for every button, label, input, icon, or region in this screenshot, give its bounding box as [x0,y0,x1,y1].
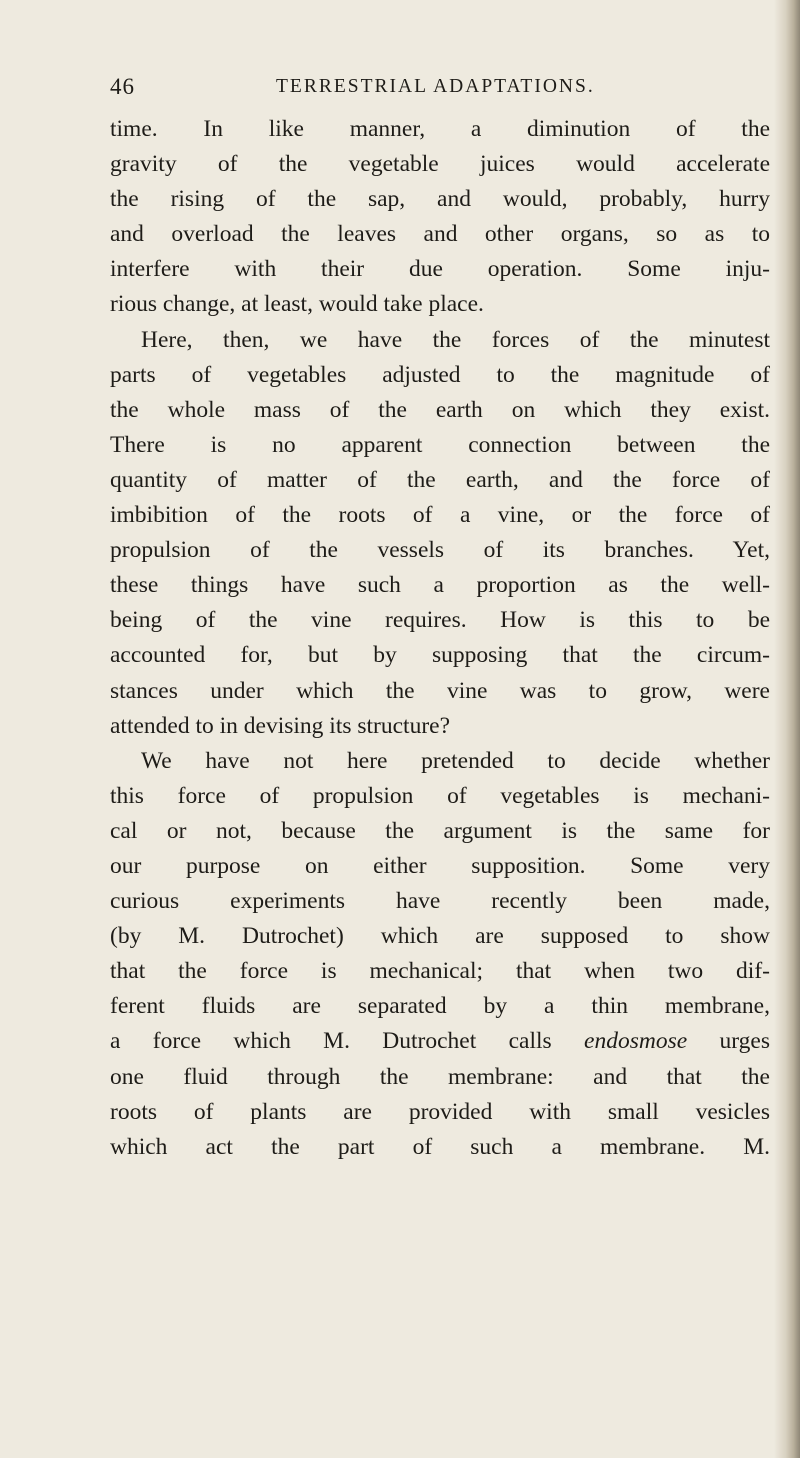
text-line: this force of propulsion of vegetables is mechani- [110,782,770,809]
text-line: quantity of matter of the earth, and the force of [110,466,770,493]
text-line: the rising of the sap, and would, probably, hurry [110,186,770,213]
text-line: cal or not, because the argument is the same for [110,817,770,844]
text-line: rious change, at least, would take place. [110,291,484,318]
text-line: our purpose on either supposition. Some very [110,852,770,879]
text-line: attended to in devising its structure? [110,712,451,739]
text-fragment: a force which M. Dutrochet calls [110,1028,552,1055]
text-line: curious experiments have recently been made, [110,888,770,915]
italic-term: endosmose [584,1028,688,1055]
text-line: which act the part of such a membrane. M. [110,1133,770,1160]
text-line: stances under which the vine was to grow, were [110,677,770,704]
text-line: the whole mass of the earth on which they exist. [110,396,770,423]
text-line: parts of vegetables adjusted to the magnitude of [110,361,770,388]
text-line: roots of plants are provided with small vesicles [110,1098,770,1125]
page-number: 46 [110,74,135,99]
text-line: time. In like manner, a diminution of the [110,116,770,142]
text-line: being of the vine requires. How is this to be [110,607,770,634]
text-line: (by M. Dutrochet) which are supposed to show [110,923,770,950]
text-line: these things have such a proportion as the well- [110,572,770,599]
text-line: propulsion of the vessels of its branches. Yet, [110,537,770,564]
text-line-with-italic [110,1024,770,1059]
text-line: There is no apparent connection between the [110,431,770,458]
text-line: and overload the leaves and other organs, so as to [110,221,770,248]
text-line: We have not here pretended to decide whether [141,747,770,774]
text-line: Here, then, we have the forces of the minutest [141,326,770,353]
text-line: one fluid through the membrane: and that the [110,1063,770,1090]
text-line: that the force is mechanical; that when two dif- [110,958,770,985]
text-line: gravity of the vegetable juices would accelerate [110,151,770,178]
page-header [110,74,690,106]
text-line: imbibition of the roots of a vine, or the force of [110,502,770,529]
text-line: ferent fluids are separated by a thin membrane, [110,993,770,1020]
body-text [110,112,770,1165]
page-edge-shadow [774,0,800,1458]
running-head: TERRESTRIAL ADAPTATIONS. [276,76,595,97]
text-fragment: urges [719,1028,771,1055]
text-line: interfere with their due operation. Some inju- [110,256,770,283]
text-line: accounted for, but by supposing that the circum- [110,642,770,669]
